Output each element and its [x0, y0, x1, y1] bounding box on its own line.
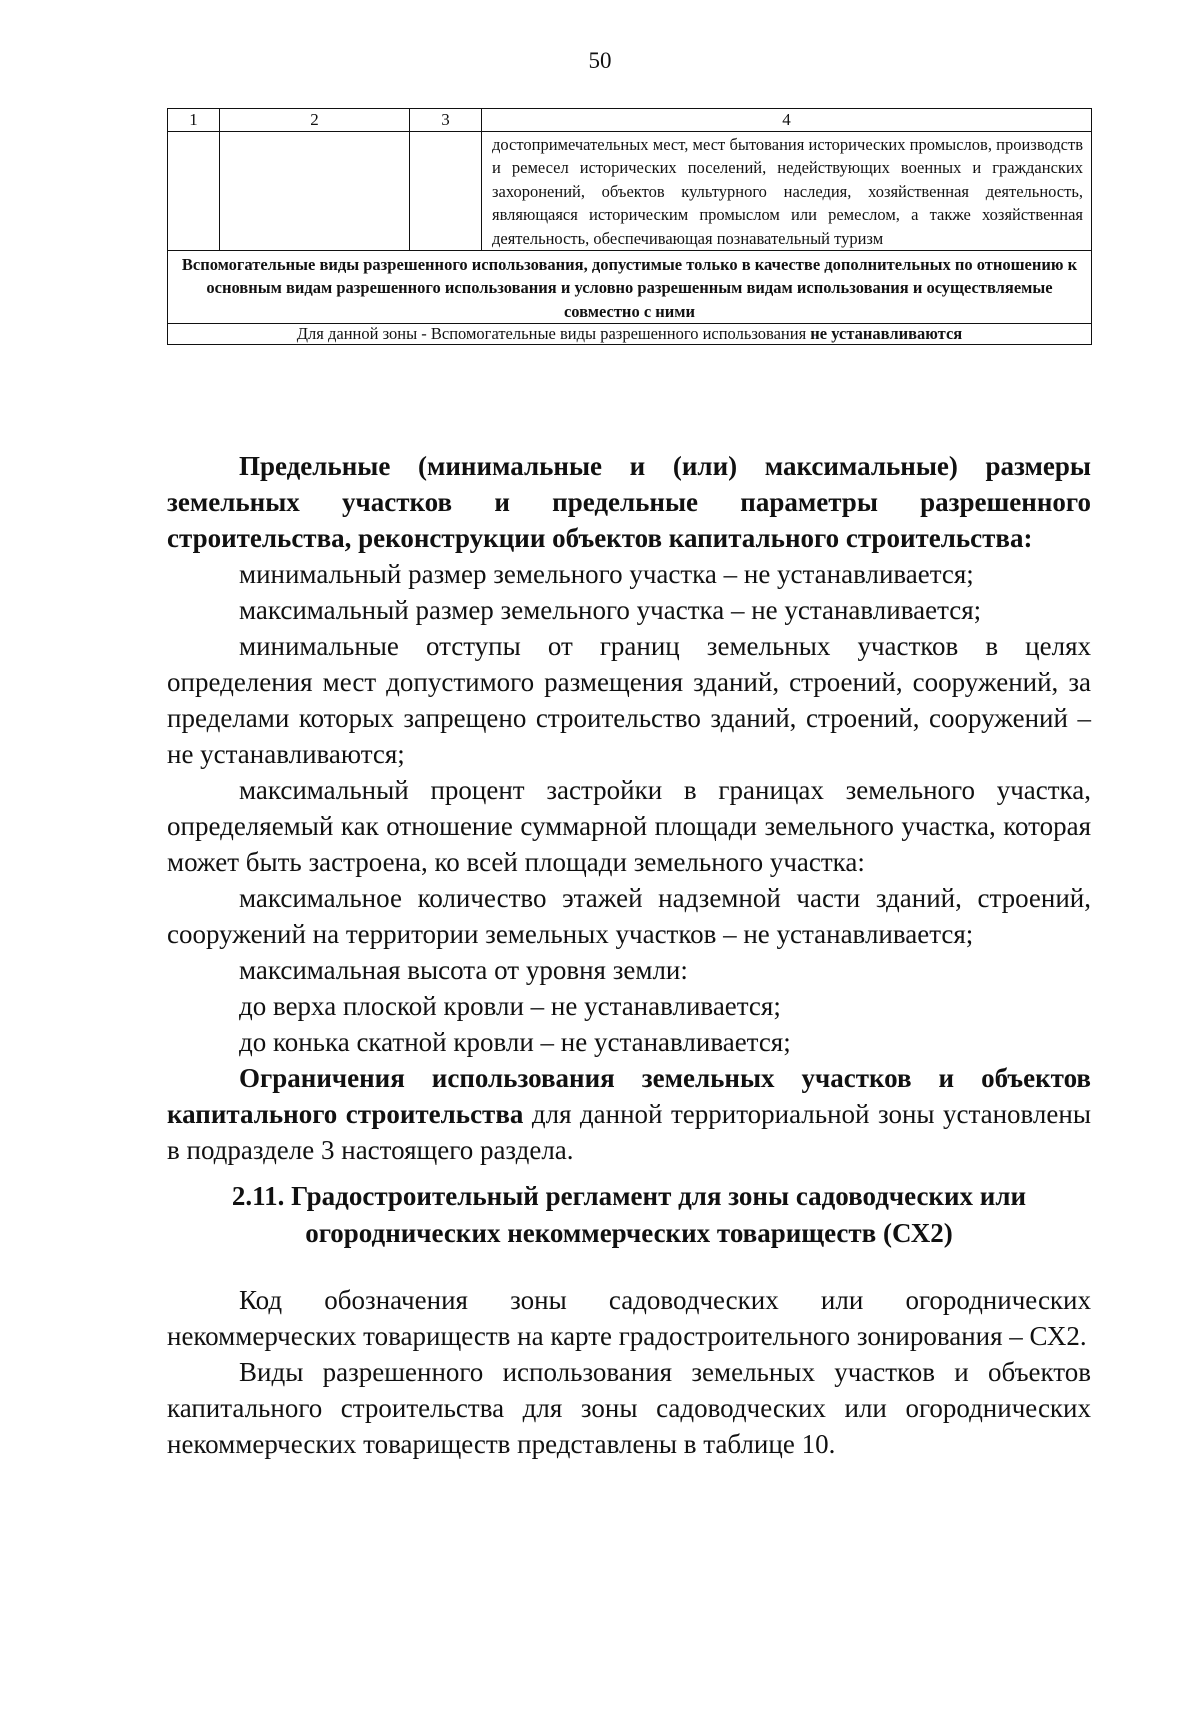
section-heading-block — [167, 1178, 1091, 1252]
section-heading-line: 2.11. Градостроительный регламент для зоны садоводческих или — [231, 1181, 1027, 1211]
limits-item: минимальные отступы от границ земельных участков в целях определения мест допустимого размещения зданий, строений, сооружений, за пределами которых запрещено строительство зданий, строений, сооружений – не устанавливаются; — [167, 631, 1091, 769]
regulation-table — [167, 108, 1092, 345]
table-header-row — [168, 109, 1092, 132]
table-row — [168, 132, 1092, 251]
limits-block — [167, 448, 1091, 1168]
table-header-cell: 2 — [220, 109, 410, 132]
table-cell-description: достопримечательных мест, мест бытования исторических промыслов, производств и ремесел исторических поселений, недействующих военных и гражданских захоронений, объектов культурного наследия, хозяйственная деятельность, являющаяся историческим промыслом или ремеслом, а также хозяйственная деятельность, обеспечивающая познавательный туризм — [482, 132, 1092, 251]
limits-item: минимальный размер земельного участка – не устанавливается; — [239, 559, 974, 589]
table-header-cell: 3 — [410, 109, 482, 132]
restrictions-bold: Ограничения использования земельных участков и объектов капитального строительства — [167, 1063, 1091, 1129]
table-note-prefix: Для данной зоны - Вспомогательные виды разрешенного использования — [296, 324, 811, 344]
table-cell — [220, 132, 410, 251]
table-note — [168, 324, 1092, 345]
limits-item: до верха плоской кровли – не устанавливается; — [239, 991, 781, 1021]
limits-item: максимальное количество этажей надземной части зданий, строений, сооружений на территории земельных участков – не устанавливается; — [167, 883, 1091, 949]
section-paragraph: Код обозначения зоны садоводческих или огороднических некоммерческих товариществ на карте градостроительного зонирования – СХ2. — [167, 1285, 1091, 1351]
table-note-row — [168, 324, 1092, 345]
limits-item: максимальная высота от уровня земли: — [239, 955, 688, 985]
table-header-cell: 4 — [482, 109, 1092, 132]
page-number: 50 — [588, 48, 612, 73]
section-heading-line: огороднических некоммерческих товариществ (СХ2) — [305, 1218, 953, 1248]
table-cell — [410, 132, 482, 251]
table-note-bold: не устанавливаются — [810, 324, 963, 344]
restrictions-paragraph — [167, 1060, 1091, 1168]
section-paragraph: Виды разрешенного использования земельных участков и объектов капитального строительства для зоны садоводческих или огороднических некоммерческих товариществ представлены в таблице 10. — [167, 1357, 1091, 1459]
section-body — [167, 1282, 1091, 1462]
limits-heading: Предельные (минимальные и (или) максимальные) размеры земельных участков и предельные параметры разрешенного строительства, реконструкции объектов капитального строительства: — [167, 451, 1091, 553]
restrictions-rest: для данной территориальной зоны установлены в подразделе 3 настоящего раздела. — [167, 1099, 1091, 1165]
table-section-row — [168, 251, 1092, 324]
table-section-heading: Вспомогательные виды разрешенного использования, допустимые только в качестве дополнительных по отношению к основным видам разрешенного использования и условно разрешенным видам использования и осуществляемые совместно с ними — [168, 251, 1092, 324]
table-cell — [168, 132, 220, 251]
table-header-cell: 1 — [168, 109, 220, 132]
limits-item: до конька скатной кровли – не устанавливается; — [239, 1027, 791, 1057]
limits-item: максимальный размер земельного участка – не устанавливается; — [239, 595, 982, 625]
limits-item: максимальный процент застройки в границах земельного участка, определяемый как отношение суммарной площади земельного участка, которая может быть застроена, ко всей площади земельного участка: — [167, 775, 1091, 877]
